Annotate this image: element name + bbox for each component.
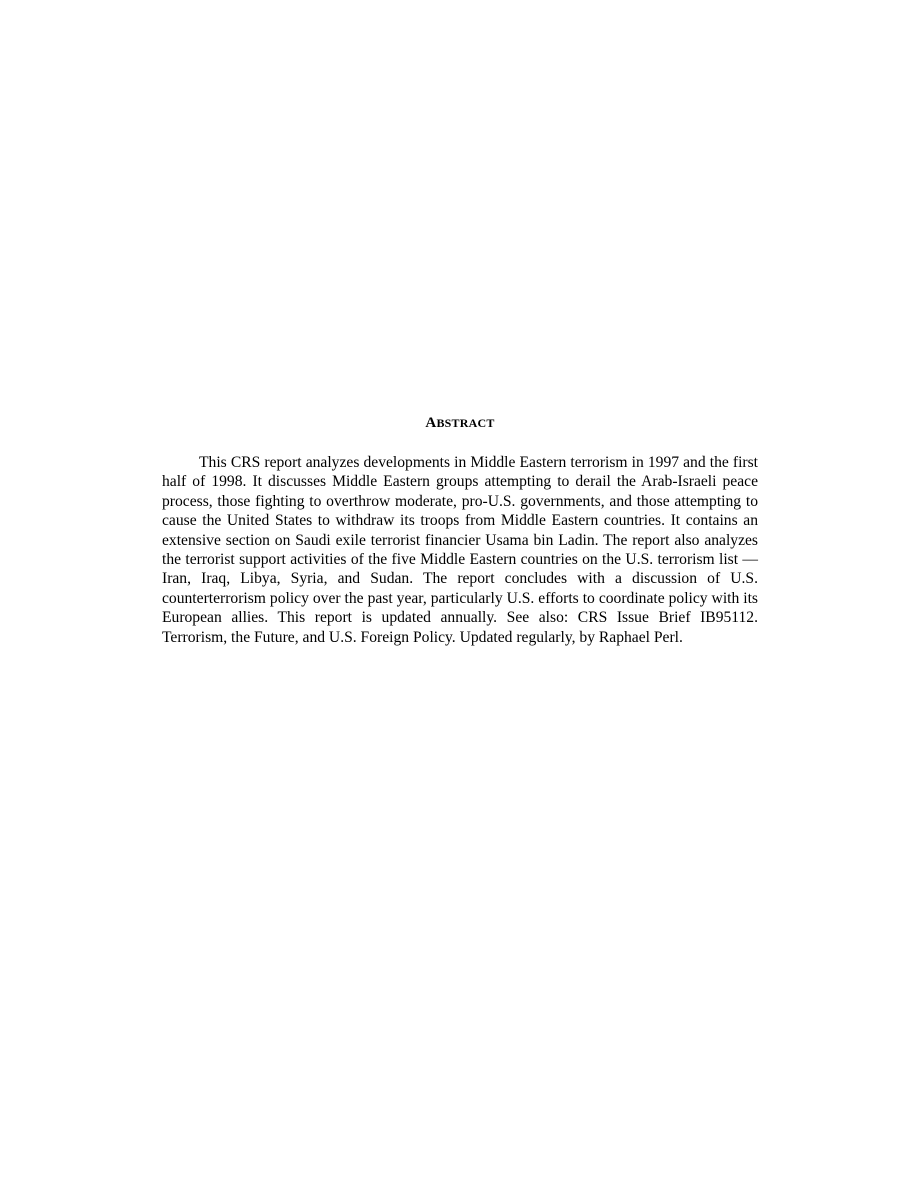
abstract-heading bbox=[162, 414, 758, 433]
abstract-heading-initial: A bbox=[425, 415, 437, 431]
abstract-heading-rest: BSTRACT bbox=[436, 416, 495, 430]
abstract-paragraph: This CRS report analyzes developments in Middle Eastern terrorism in 1997 and the first half of 1998. It discusses Middle Eastern groups attempting to derail the Arab-Israeli peace process, those fighting to overthrow moderate, pro-U.S. governments, and those attempting to cause the United States to withdraw its troops from Middle Eastern countries. It contains an extensive section on Saudi exile terrorist financier Usama bin Ladin. The report also analyzes the terrorist support activities of the five Middle Eastern countries on the U.S. terrorism list — Iran, Iraq, Libya, Syria, and Sudan. The report concludes with a discussion of U.S. counterterrorism policy over the past year, particularly U.S. efforts to coordinate policy with its European allies. This report is updated annually. See also: CRS Issue Brief IB95112. Terrorism, the Future, and U.S. Foreign Policy. Updated regularly, by Raphael Perl. bbox=[162, 454, 758, 646]
abstract-section bbox=[162, 414, 758, 647]
